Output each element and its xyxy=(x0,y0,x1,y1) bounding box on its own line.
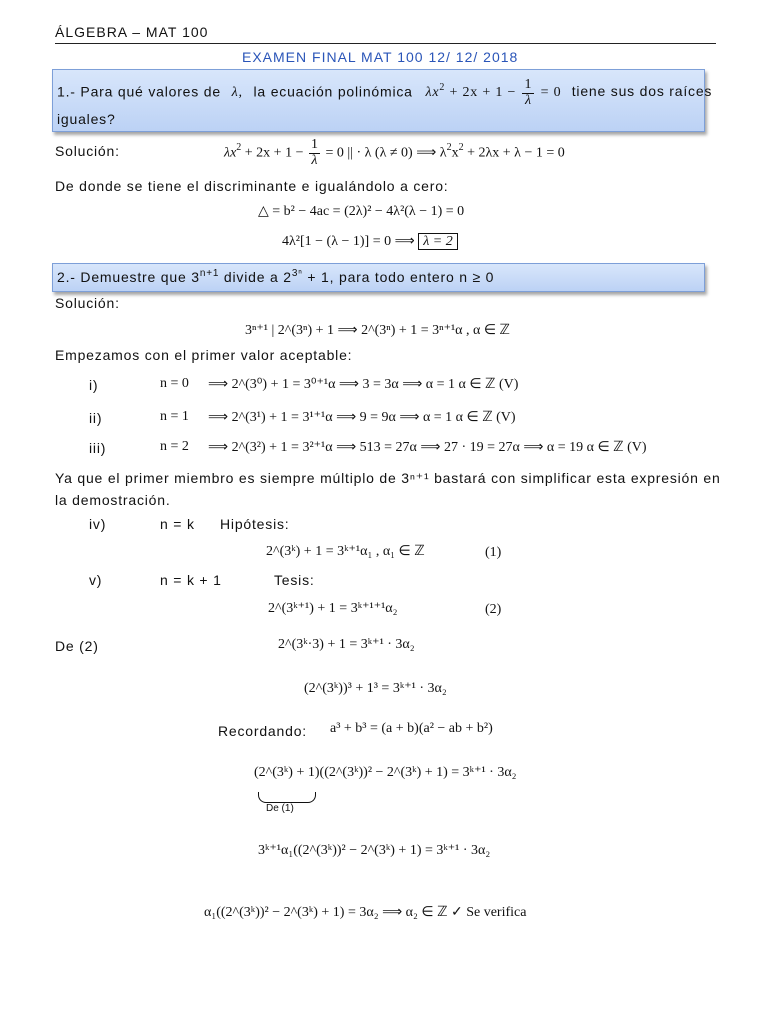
step-iv-n: n = k xyxy=(160,516,195,532)
case-n: n = 1 xyxy=(160,409,189,424)
derivation-step-3: (2^(3ᵏ) + 1)((2^(3ᵏ))² − 2^(3ᵏ) + 1) = 3ᵏ⁺¹ · 3α₂ xyxy=(254,765,517,780)
q1-solution-label: Solución: xyxy=(55,143,120,159)
case-n: n = 0 xyxy=(160,376,189,391)
q1-eq-mid: + 2x + 1 − xyxy=(449,85,517,101)
q1-prompt-part-c: tiene sus dos raíces xyxy=(571,83,713,100)
case-label: ii) xyxy=(89,410,103,426)
from-1-label: De (1) xyxy=(266,803,294,814)
q1-discriminant-text: De donde se tiene el discriminante e igualándolo a cero: xyxy=(55,178,449,194)
case-label: i) xyxy=(89,377,99,393)
q1-prompt-part-b: la ecuación polinómica xyxy=(253,83,413,100)
q2-paragraph-line1: Ya que el primer miembro es siempre múltiplo de 3ⁿ⁺¹ bastará con simplificar esta expresión en xyxy=(55,470,721,486)
thesis-equation: 2^(3ᵏ⁺¹) + 1 = 3ᵏ⁺¹⁺¹α₂ xyxy=(268,601,398,616)
hypothesis-label: Hipótesis: xyxy=(220,516,290,532)
equation-number-2: (2) xyxy=(485,602,502,617)
from-2-label: De (2) xyxy=(55,638,99,654)
sum-of-cubes-identity: a³ + b³ = (a + b)(a² − ab + b²) xyxy=(330,721,493,736)
equation-number-1: (1) xyxy=(485,545,502,560)
underbrace xyxy=(258,792,316,803)
step-v-n: n = k + 1 xyxy=(160,572,222,588)
q1-answer-box: λ = 2 xyxy=(418,233,458,250)
q1-fraction: $\frac{1}{\lambda}$ xyxy=(524,77,533,108)
step-v-label: v) xyxy=(89,572,103,588)
q1-eq-lead: λx xyxy=(425,85,440,101)
q2-main-equation: 3ⁿ⁺¹ | 2^(3ⁿ) + 1 ⟹ 2^(3ⁿ) + 1 = 3ⁿ⁺¹α , α ∈ ℤ xyxy=(245,323,510,338)
q1-prompt-part-a: 1.- Para qué valores de xyxy=(57,83,221,100)
q2-solution-label: Solución: xyxy=(55,295,120,311)
exam-title: EXAMEN FINAL MAT 100 12/ 12/ 2018 xyxy=(242,49,519,65)
q1-lambda: λ, xyxy=(231,85,243,101)
derivation-step-4: 3ᵏ⁺¹α₁((2^(3ᵏ))² − 2^(3ᵏ) + 1) = 3ᵏ⁺¹ · 3α₂ xyxy=(258,843,491,858)
derivation-step-2: (2^(3ᵏ))³ + 1³ = 3ᵏ⁺¹ · 3α₂ xyxy=(304,681,447,696)
q1-prompt: 1.- Para qué valores de λ, la ecuación polinómica $\lambda x^2 + 2x + 1$ − $\frac{1}{\lambda}$ = 0 tiene sus dos raíces xyxy=(57,77,713,108)
derivation-conclusion: α₁((2^(3ᵏ))² − 2^(3ᵏ) + 1) = 3α₂ ⟹ α₂ ∈ ℤ ✓ Se verifica xyxy=(204,905,527,920)
case-equation: ⟹ 2^(3¹) + 1 = 3¹⁺¹α ⟹ 9 = 9α ⟹ α = 1 α ∈ ℤ (V) xyxy=(208,410,516,425)
q2-paragraph-line2: la demostración. xyxy=(55,492,171,508)
derivation-step-1: 2^(3ᵏ·3) + 1 = 3ᵏ⁺¹ · 3α₂ xyxy=(278,637,415,652)
q1-discriminant-equation: △ = b² − 4ac = (2λ)² − 4λ²(λ − 1) = 0 xyxy=(258,204,465,219)
header-rule xyxy=(55,43,716,44)
thesis-label: Tesis: xyxy=(274,572,315,588)
q1-eq-end: = 0 xyxy=(540,85,562,101)
recalling-label: Recordando: xyxy=(218,723,307,739)
step-iv-label: iv) xyxy=(89,516,107,532)
course-header: ÁLGEBRA – MAT 100 xyxy=(55,24,209,40)
case-equation: ⟹ 2^(3⁰) + 1 = 3⁰⁺¹α ⟹ 3 = 3α ⟹ α = 1 α ∈ ℤ (V) xyxy=(208,377,519,392)
case-equation: ⟹ 2^(3²) + 1 = 3²⁺¹α ⟹ 513 = 27α ⟹ 27 · 19 = 27α ⟹ α = 19 α ∈ ℤ (V) xyxy=(208,440,647,455)
q1-solution-equation: $\lambda x^2 + 2x + 1$ − $\frac{1}{\lambda}$ = 0 || · λ (λ ≠ 0) ⟹ $\lambda^2x^2 + 2\lambda x + \lambda - 1 = 0$ xyxy=(224,137,565,168)
q2-start-text: Empezamos con el primer valor aceptable: xyxy=(55,347,353,363)
q2-prompt: 2.- Demuestre que $3^{n+1}$ divide a $2^{3^n} + 1$, para todo entero n ≥ 0 xyxy=(57,268,495,285)
case-n: n = 2 xyxy=(160,439,189,454)
hypothesis-equation: 2^(3ᵏ) + 1 = 3ᵏ⁺¹α₁ , α₁ ∈ ℤ xyxy=(266,544,425,559)
case-label: iii) xyxy=(89,440,107,456)
q1-final-equation: 4λ²[1 − (λ − 1)] = 0 ⟹ λ = 2 xyxy=(282,233,458,250)
q1-prompt-line2: iguales? xyxy=(57,111,116,127)
